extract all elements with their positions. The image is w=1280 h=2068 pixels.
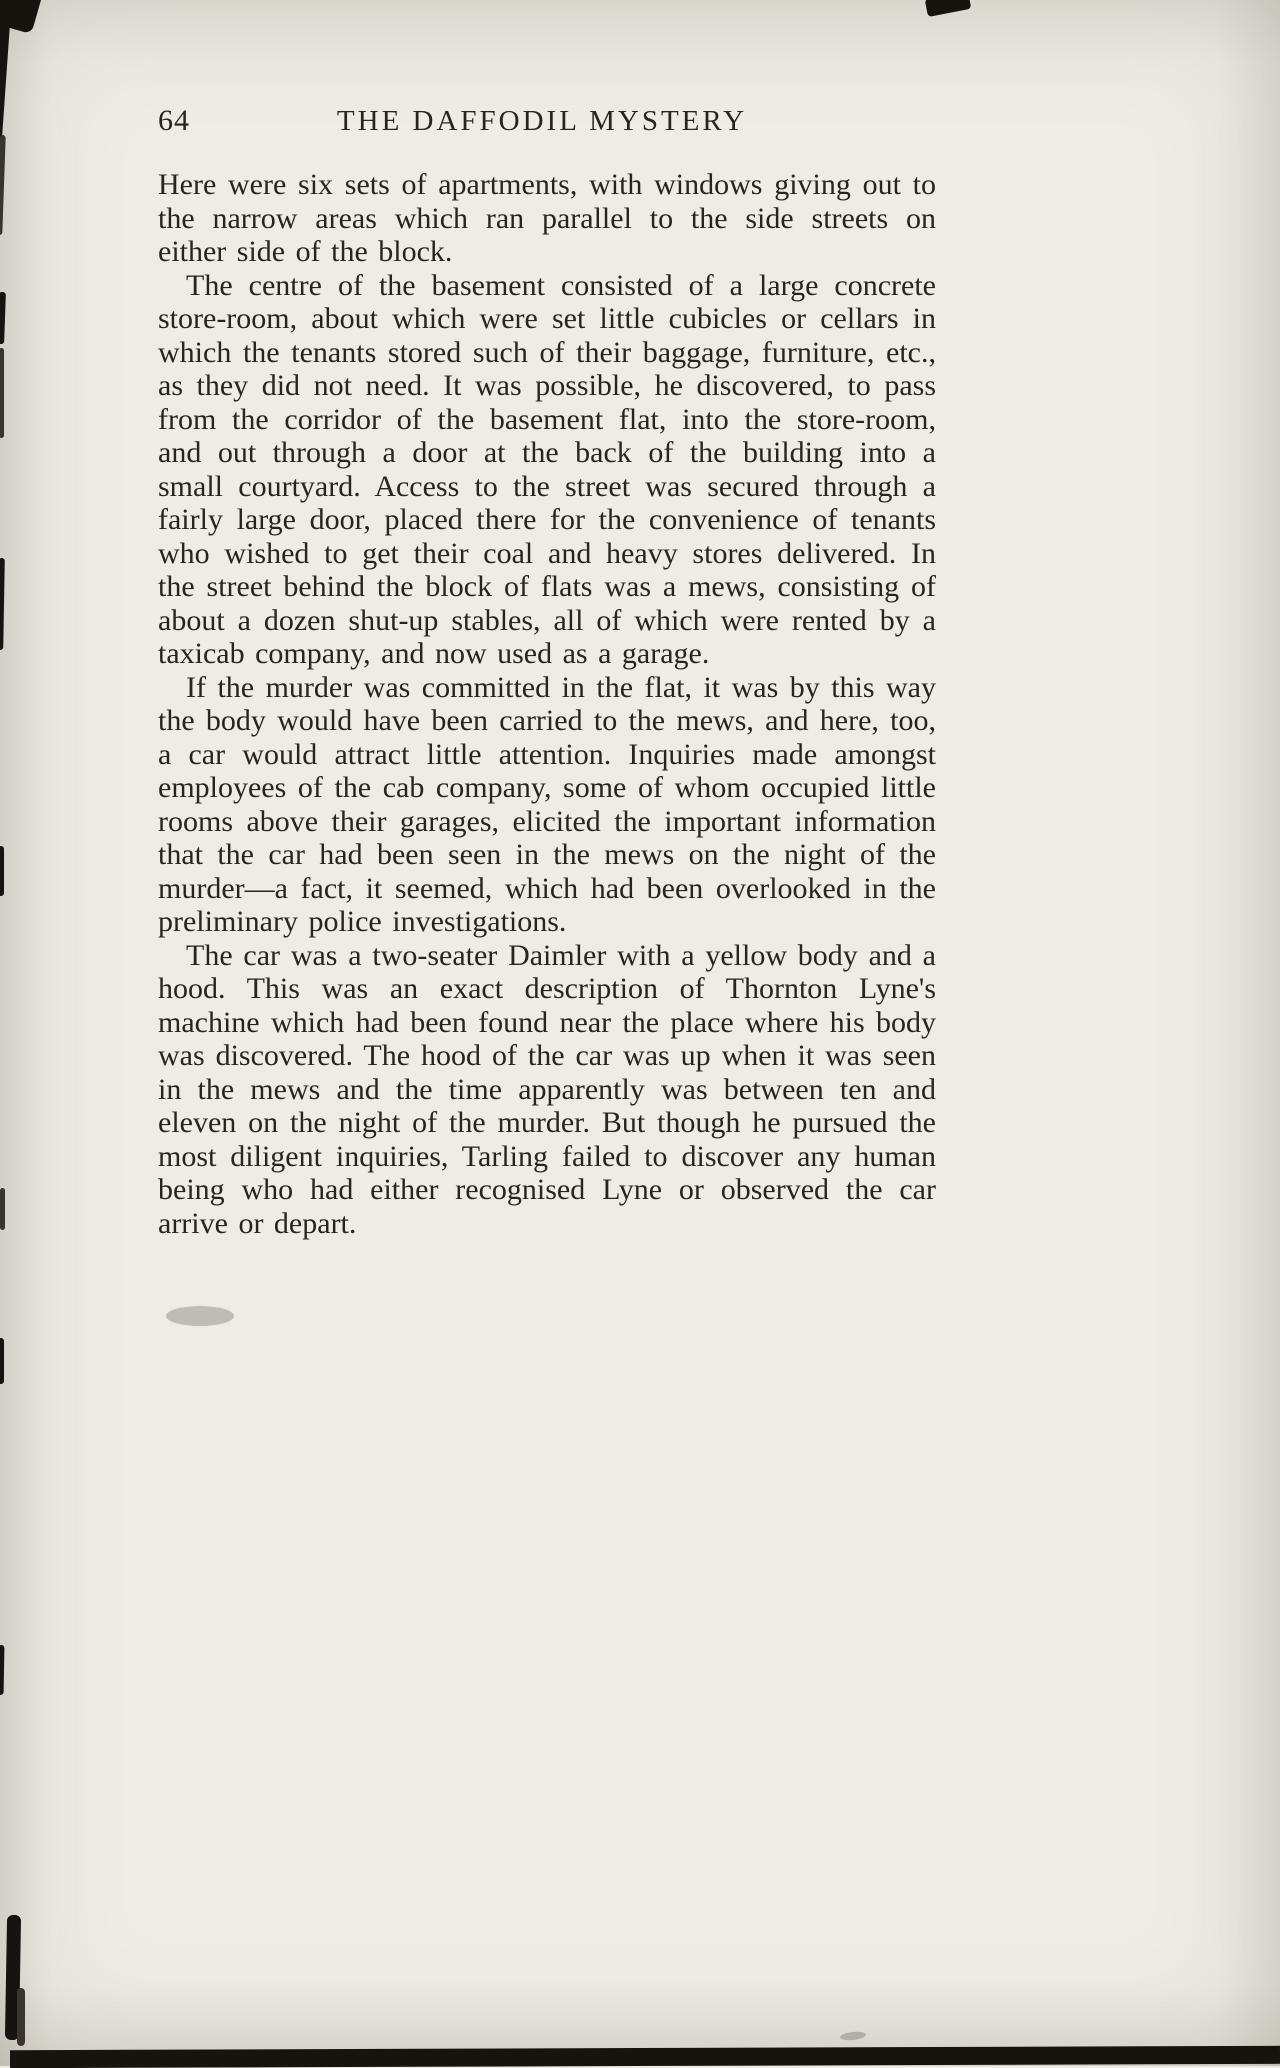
paragraph-1: Here were six sets of apartments, with windows giving out to the narrow areas which ran parallel to the side streets on either side of the block. — [158, 168, 936, 268]
paragraph-4: The car was a two-seater Daimler with a yellow body and a hood. This was an exact description of Thornton Lyne's machine which had been found near the place where his body was discovered. The hood of the car was up when it was seen in the mews and the time apparently was between ten and eleven on the night of the murder. But though he pursued the most diligent inquiries, Tarling failed to discover any human being who had either recognised Lyne or observed the car arrive or depart. — [158, 938, 936, 1240]
scan-smudge-discover — [166, 1306, 234, 1326]
paragraph-2: The centre of the basement consisted of a large concrete store-room, about which were set little cubicles or cellars in which the tenants stored such of their baggage, furniture, etc., as they did not need. It was possible, he discovered, to pass from the corridor of the basement flat, into the store-room, and out through a door at the back of the building into a small courtyard. Access to the street was secured through a fairly large door, placed there for the convenience of tenants who wished to get their coal and heavy stores delivered. In the street behind the block of flats was a mews, consisting of about a dozen shut-up stables, all of which were rented by a taxicab company, and now used as a garage. — [158, 268, 936, 670]
page-content — [158, 104, 936, 1240]
scan-mark-left-6 — [0, 1188, 5, 1230]
scan-mark-left-3 — [0, 348, 4, 438]
scan-mark-bottom-left-bar-2 — [17, 1988, 25, 2046]
body-text — [158, 168, 936, 1240]
running-title: THE DAFFODIL MYSTERY — [336, 105, 748, 137]
page-header — [158, 104, 936, 138]
page-number: 64 — [158, 104, 190, 137]
scan-mark-left-7 — [0, 1338, 4, 1384]
paragraph-3: If the murder was committed in the flat, it was by this way the body would have been carried to the mews, and here, too, a car would attract little attention. Inquiries made amongst employees of the cab company, some of whom occupied little rooms above their garages, elicited the important information that the car had been seen in the mews on the night of the murder—a fact, it seemed, which had been overlooked in the preliminary police investigations. — [158, 670, 936, 938]
scan-mark-left-5 — [0, 846, 4, 896]
